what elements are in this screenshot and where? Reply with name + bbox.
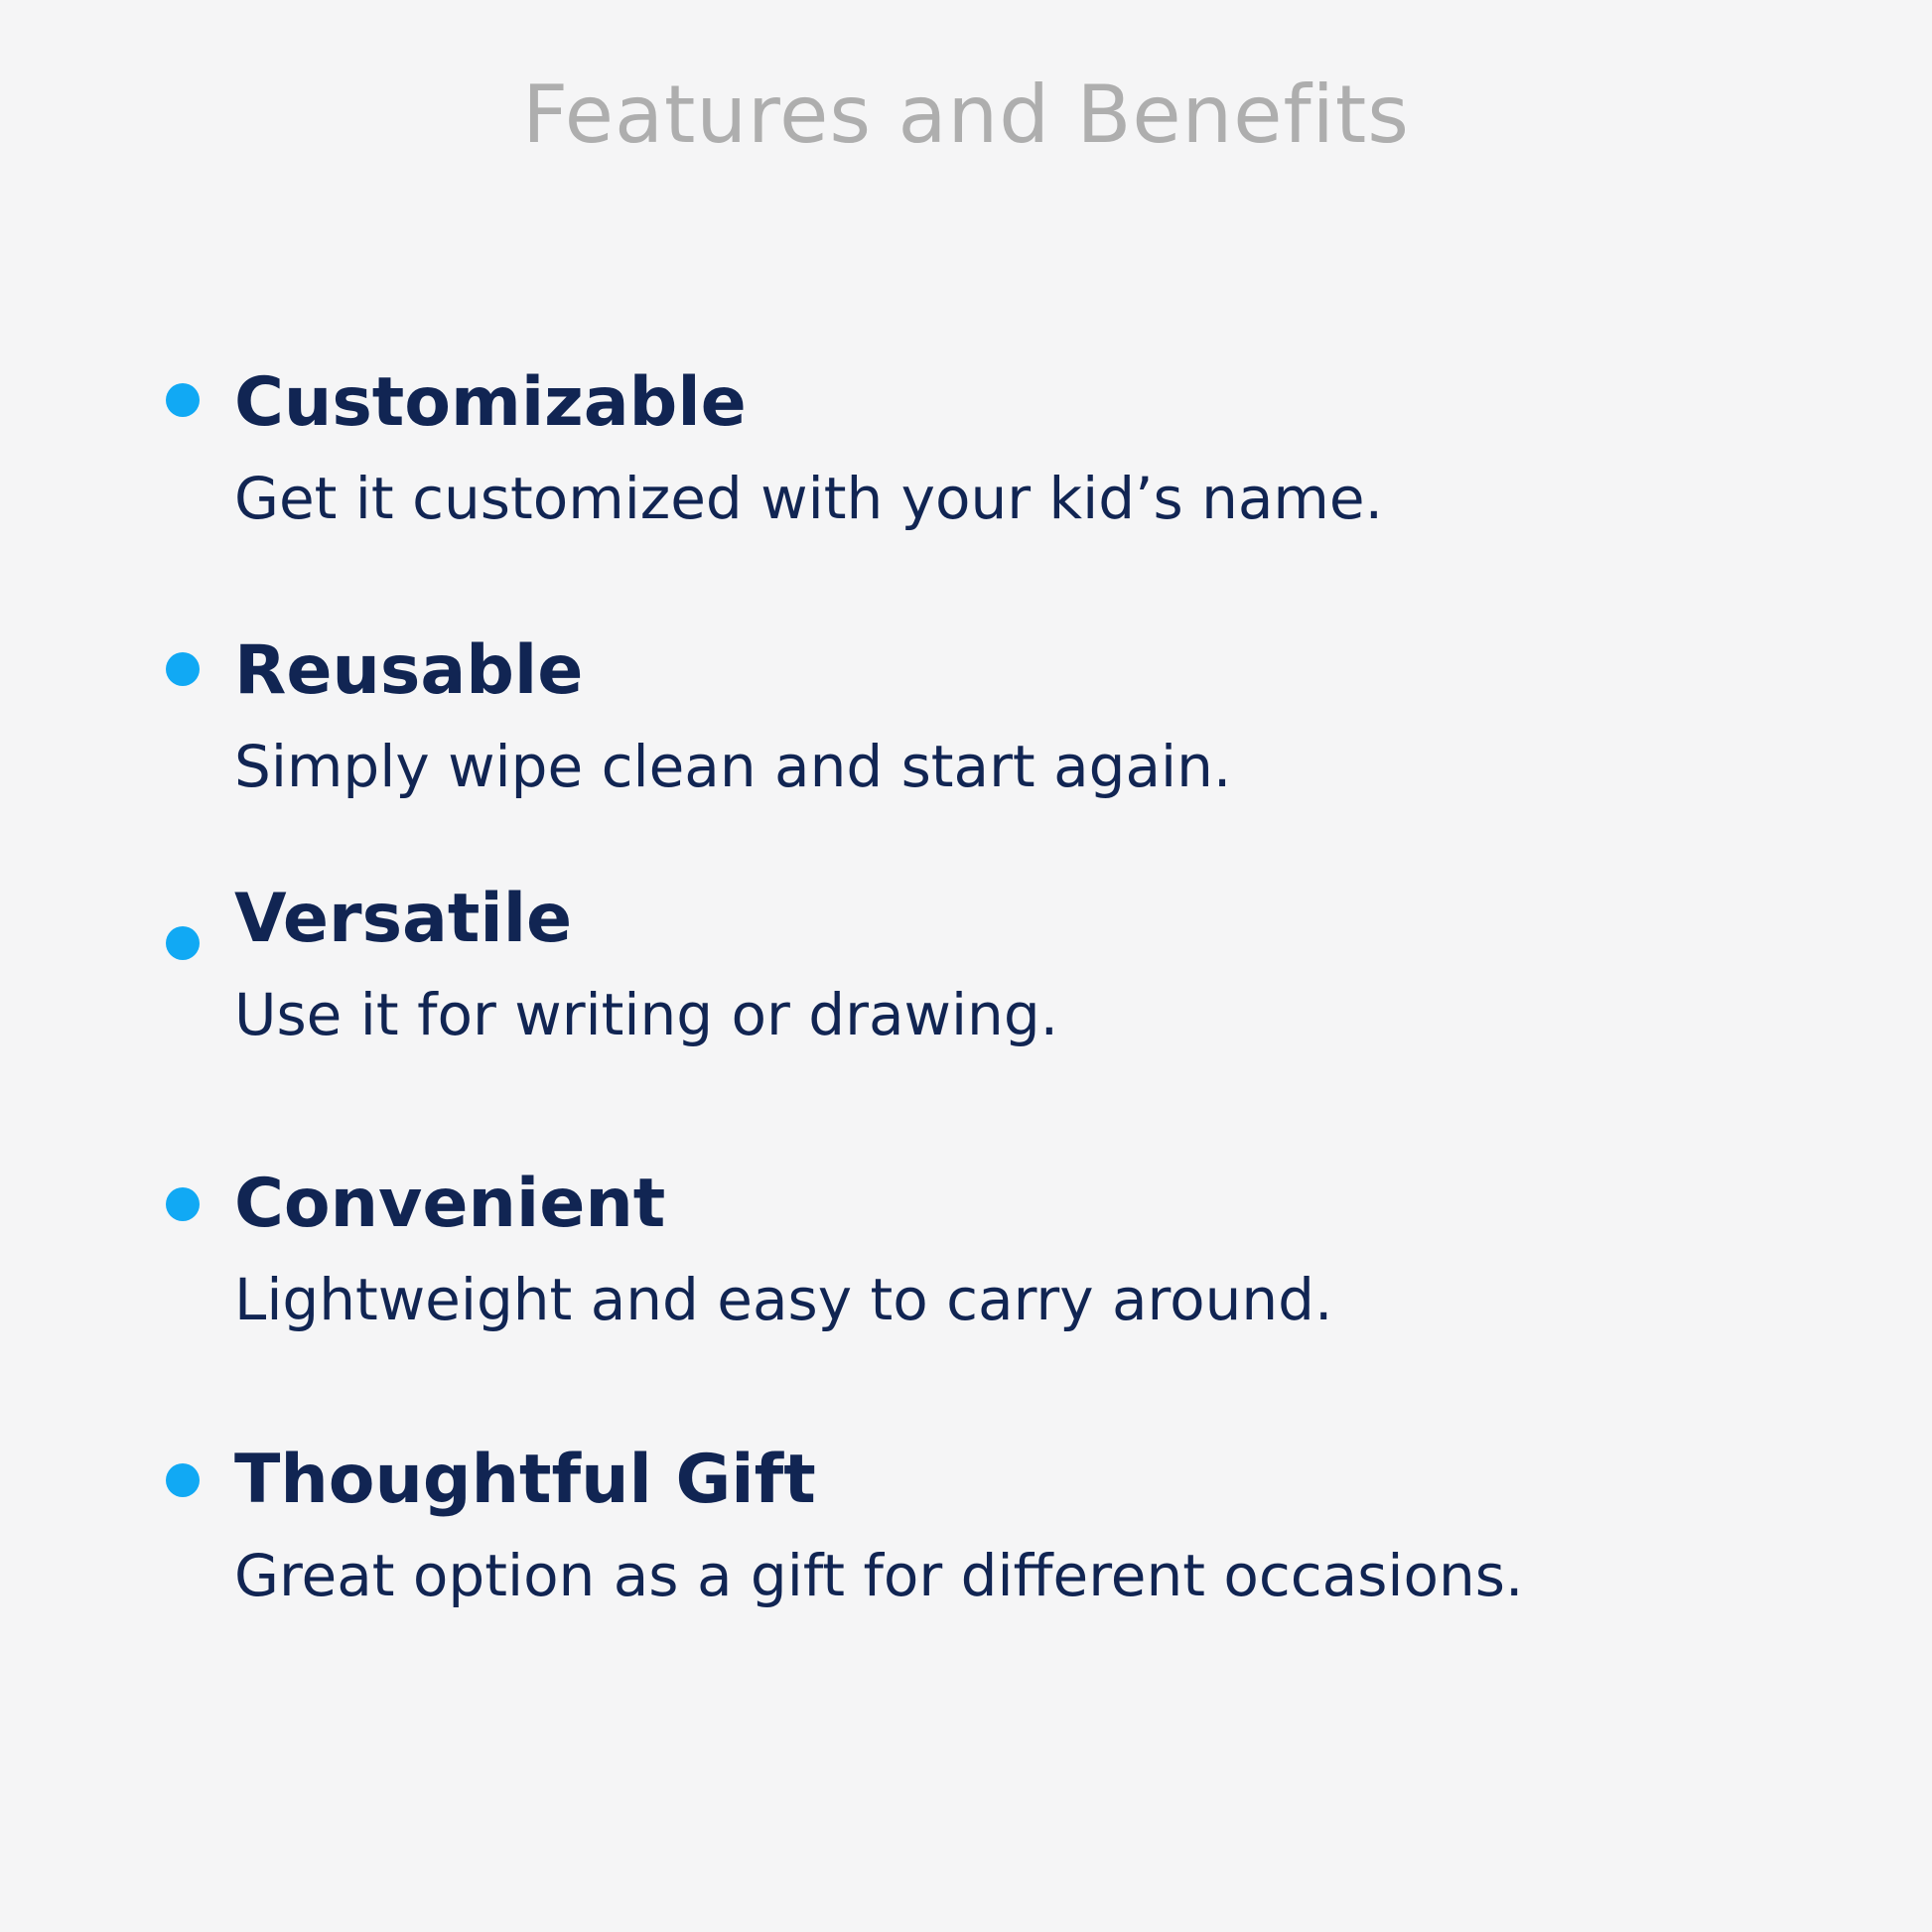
bullet-dot-icon xyxy=(166,1187,200,1221)
feature-description: Use it for writing or drawing. xyxy=(234,981,1059,1048)
feature-title: Reusable xyxy=(234,631,584,710)
bullet-dot-icon xyxy=(166,926,200,960)
feature-description: Simply wipe clean and start again. xyxy=(234,733,1232,800)
bullet-dot-icon xyxy=(166,383,200,417)
feature-description: Lightweight and easy to carry around. xyxy=(234,1266,1333,1333)
bullet-dot-icon xyxy=(166,1463,200,1497)
feature-title: Versatile xyxy=(234,880,573,958)
feature-title: Thoughtful Gift xyxy=(234,1441,816,1519)
feature-title: Convenient xyxy=(234,1165,666,1243)
feature-description: Great option as a gift for different occasions. xyxy=(234,1542,1524,1609)
feature-description: Get it customized with your kid’s name. xyxy=(234,465,1384,532)
bullet-dot-icon xyxy=(166,652,200,686)
feature-title: Customizable xyxy=(234,363,747,442)
page-title: Features and Benefits xyxy=(522,69,1410,161)
